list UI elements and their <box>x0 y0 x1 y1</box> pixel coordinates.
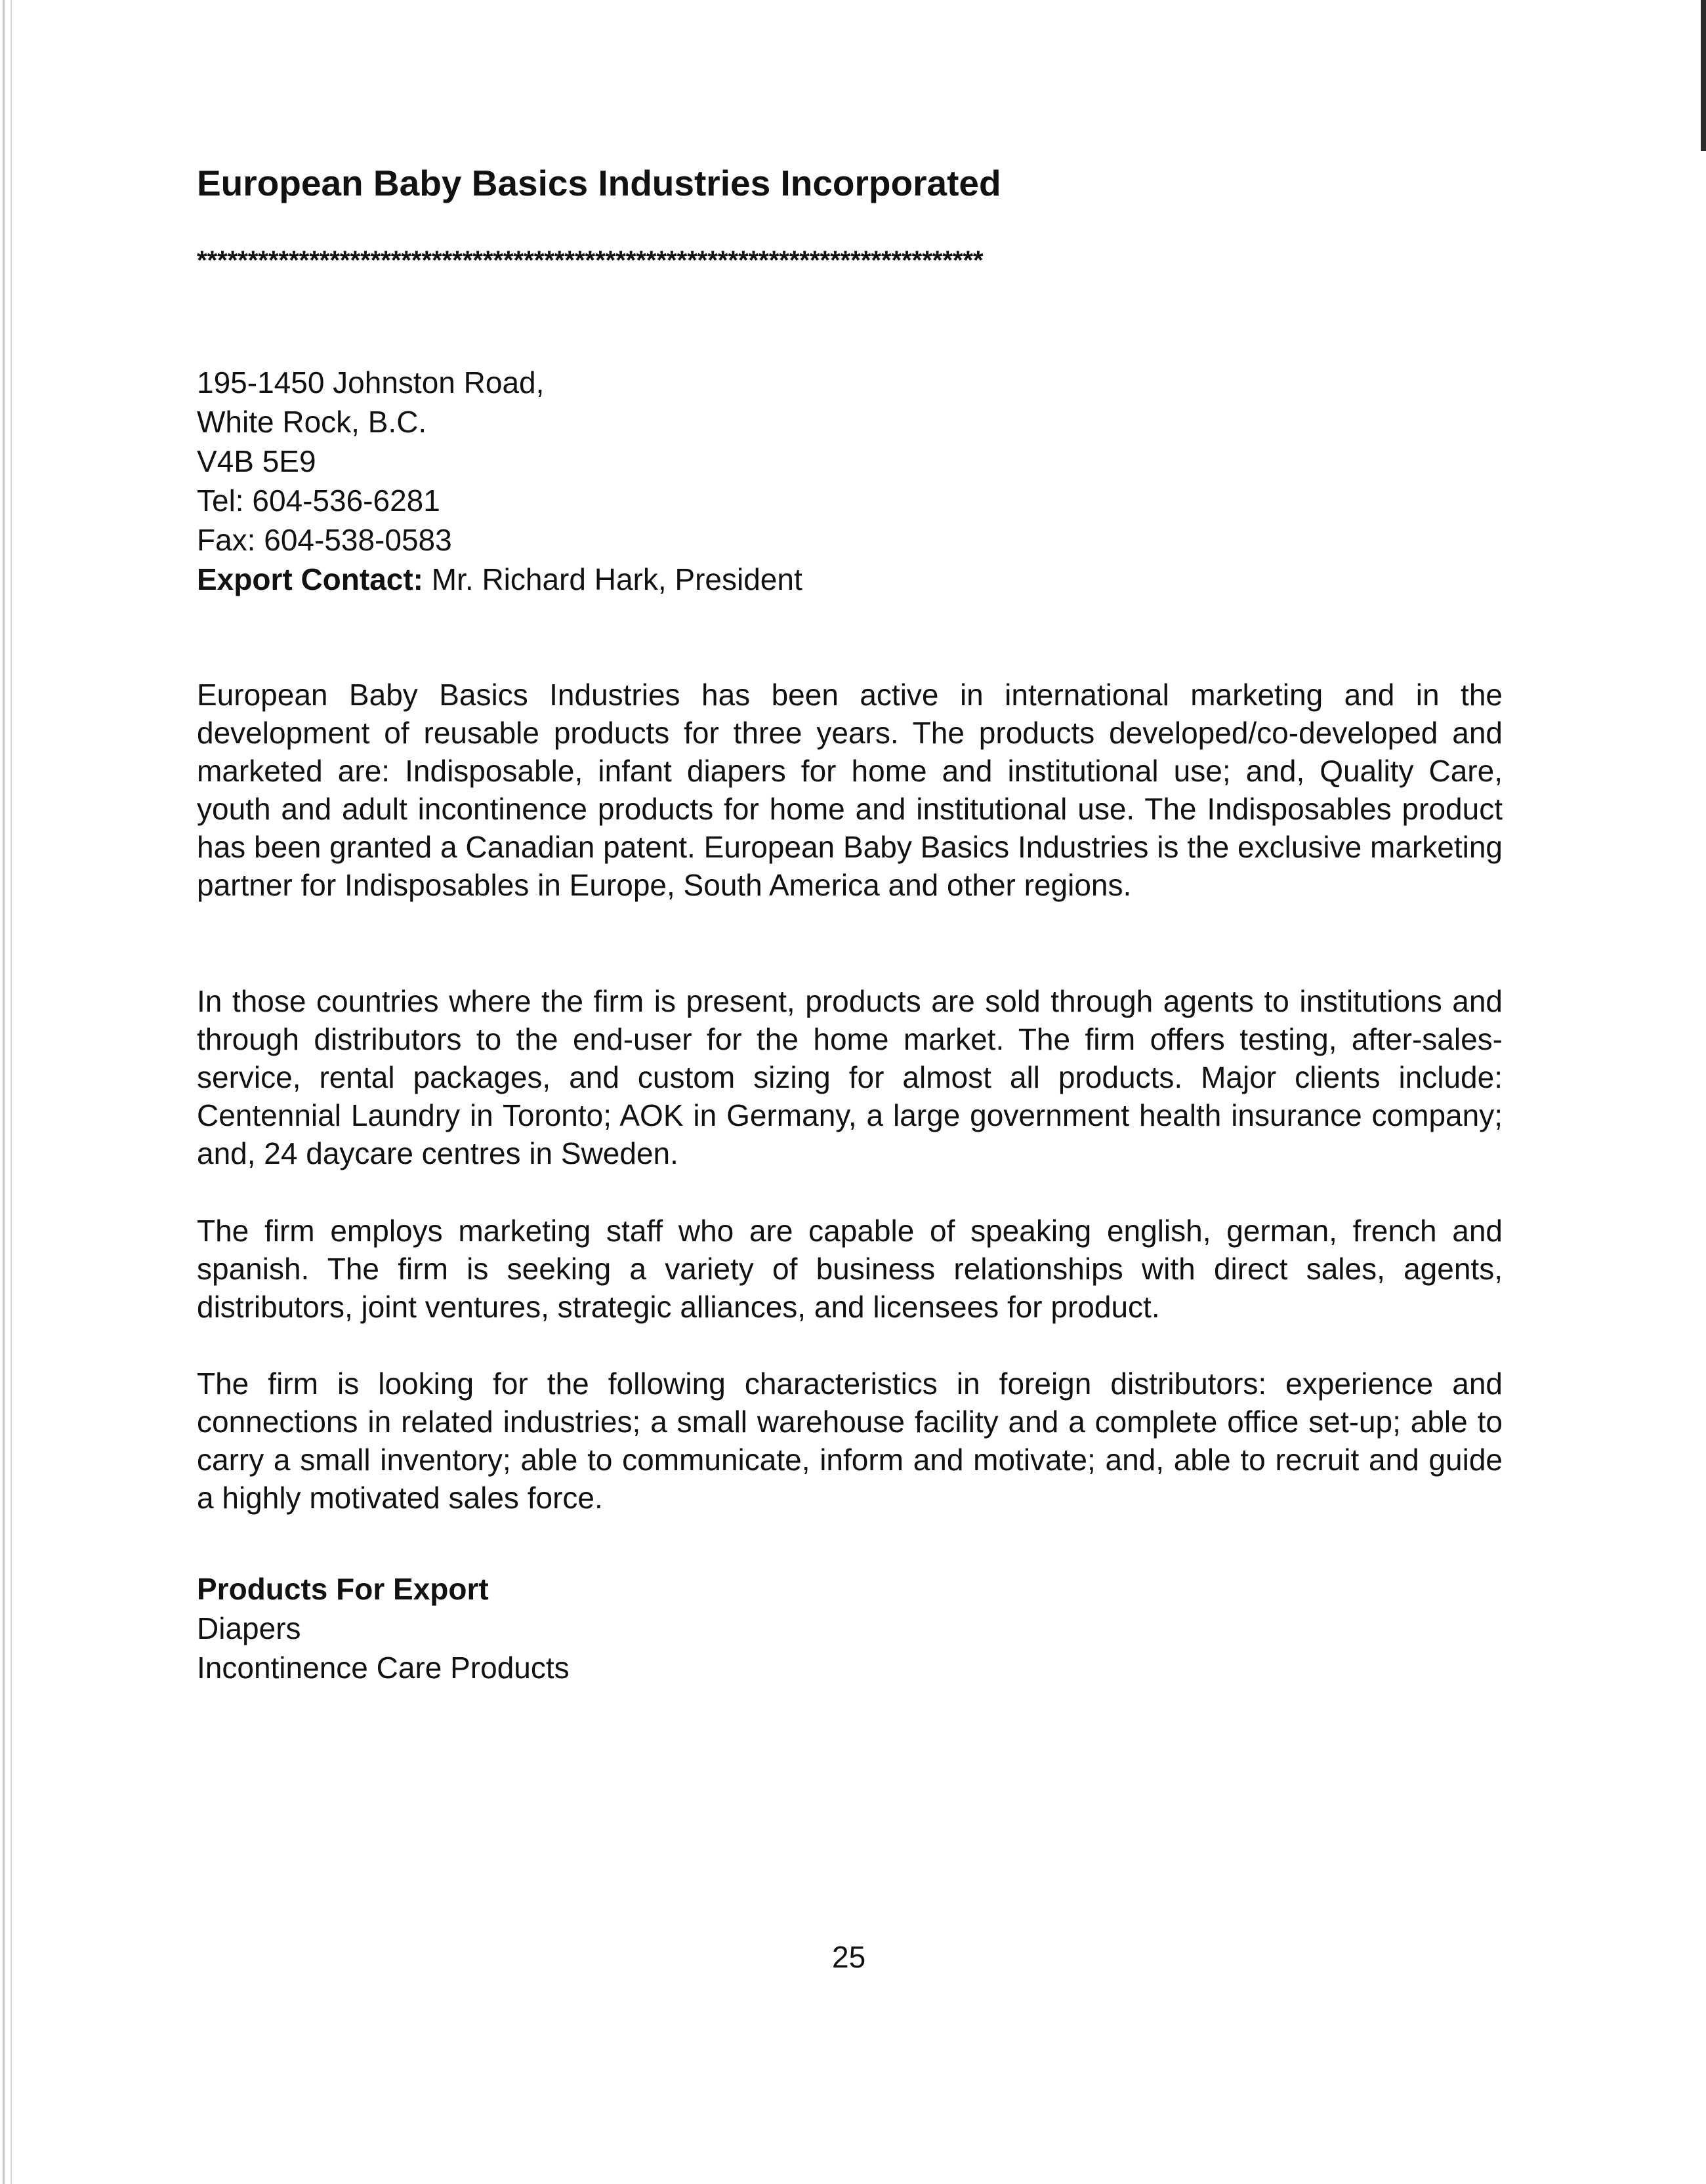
product-item: Diapers <box>197 1611 301 1645</box>
product-item: Incontinence Care Products <box>197 1651 570 1685</box>
company-title: European Baby Basics Industries Incorporated <box>197 163 1001 203</box>
address-street: 195-1450 Johnston Road, <box>197 365 545 400</box>
scan-edge-left <box>3 0 5 2184</box>
export-contact-value: Mr. Richard Hark, President <box>423 562 802 596</box>
asterisk-divider: ***************************************************************************** <box>197 247 984 274</box>
address-city: White Rock, B.C. <box>197 405 427 439</box>
paragraph-overview: European Baby Basics Industries has been active in international marketing and in the development of reusable products for three years. The products developed/co-developed and marketed are: Indisposable, infant diapers for home and institutional use; and, Quality Care, youth and adult incontinence products for home and institutional use. The Indisposables product has been granted a Canadian patent. European Baby Basics Industries is the exclusive marketing partner for Indisposables in Europe, South America and other regions. <box>197 678 1503 902</box>
address-telephone: Tel: 604-536-6281 <box>197 484 440 518</box>
page-number: 25 <box>832 1940 866 1974</box>
products-section <box>197 1569 570 1687</box>
address-fax: Fax: 604-538-0583 <box>197 523 452 557</box>
scan-edge-left-line <box>10 0 12 2184</box>
paragraph-distributor-criteria: The firm is looking for the following characteristics in foreign distributors: experience and connections in related industries; a small warehouse facility and a complete office set-up; able to carry a small inventory; able to communicate, inform and motivate; and, able to recruit and guide a highly motivated sales force. <box>197 1367 1503 1515</box>
export-contact <box>197 560 802 599</box>
address-block <box>197 363 802 599</box>
address-postal-code: V4B 5E9 <box>197 444 316 478</box>
export-contact-label: Export Contact: <box>197 562 423 596</box>
products-heading: Products For Export <box>197 1572 489 1606</box>
scan-edge-right <box>1701 0 1706 151</box>
paragraph-markets: In those countries where the firm is present, products are sold through agents to institutions and through distributors to the end-user for the home market. The firm offers testing, after-sales-service, rental packages, and custom sizing for almost all products. Major clients include: Centennial Laundry in Toronto; AOK in Germany, a large government health insurance company; and, 24 daycare centres in Sweden. <box>197 984 1503 1170</box>
paragraph-staff: The firm employs marketing staff who are capable of speaking english, german, french and spanish. The firm is seeking a variety of business relationships with direct sales, agents, distributors, joint ventures, strategic alliances, and licensees for product. <box>197 1214 1503 1324</box>
